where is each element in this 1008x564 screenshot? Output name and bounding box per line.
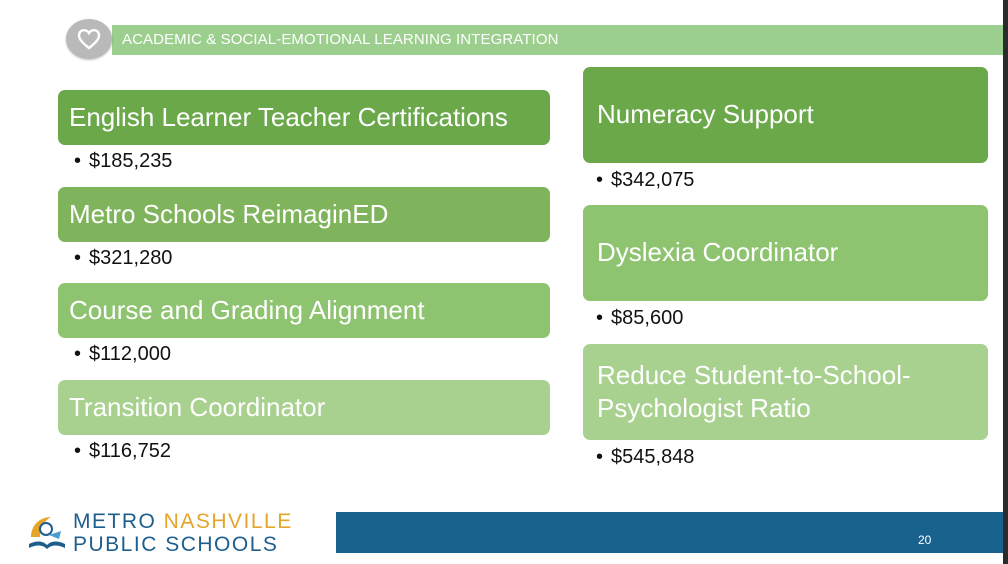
card-metro-schools-reimagined [58,187,550,242]
amount-english-learner-certifications [74,150,172,173]
amount-value: $545,848 [611,446,695,468]
logo-nashville: NASHVILLE [163,510,293,533]
school-logo-icon [25,511,69,559]
card-label: Dyslexia Coordinator [597,237,839,267]
amount-value: $185,235 [89,150,173,172]
bullet: • [596,307,604,329]
card-psychologist-ratio [583,344,988,440]
logo-metro: METRO [73,510,157,533]
card-english-learner-certifications [58,90,550,145]
bullet: • [74,440,82,462]
heart-icon [77,27,101,51]
bullet: • [74,150,82,172]
card-label-line: Psychologist Ratio [597,393,811,423]
bullet: • [596,169,604,191]
section-title: ACADEMIC & SOCIAL-EMOTIONAL LEARNING INTEGRATION [122,31,559,48]
bullet: • [74,247,82,269]
amount-course-grading-alignment [74,343,171,366]
logo-wordmark-line2: PUBLIC SCHOOLS [73,533,279,556]
window-edge [1003,0,1008,564]
amount-numeracy-support [596,169,694,192]
card-label: Numeracy Support [597,99,814,129]
bullet: • [74,343,82,365]
amount-dyslexia-coordinator [596,307,683,330]
amount-value: $342,075 [611,169,695,191]
amount-transition-coordinator [74,440,171,463]
card-label [597,359,911,425]
card-label: Course and Grading Alignment [69,295,425,325]
card-dyslexia-coordinator [583,205,988,301]
amount-metro-schools-reimagined [74,247,172,270]
card-label: Transition Coordinator [69,392,326,422]
heart-badge [66,19,112,59]
card-course-grading-alignment [58,283,550,338]
card-label: English Learner Teacher Certifications [69,102,508,132]
card-label-line: Reduce Student-to-School- [597,360,911,390]
footer-band [336,512,1003,553]
logo-wordmark-line1 [73,510,293,534]
amount-value: $85,600 [611,307,684,329]
amount-value: $112,000 [89,343,171,365]
amount-psychologist-ratio [596,446,694,469]
card-transition-coordinator [58,380,550,435]
page-number: 20 [918,533,932,547]
bullet: • [596,446,604,468]
card-label: Metro Schools ReimaginED [69,199,389,229]
card-numeracy-support [583,67,988,163]
amount-value: $321,280 [89,247,173,269]
amount-value: $116,752 [89,440,171,462]
